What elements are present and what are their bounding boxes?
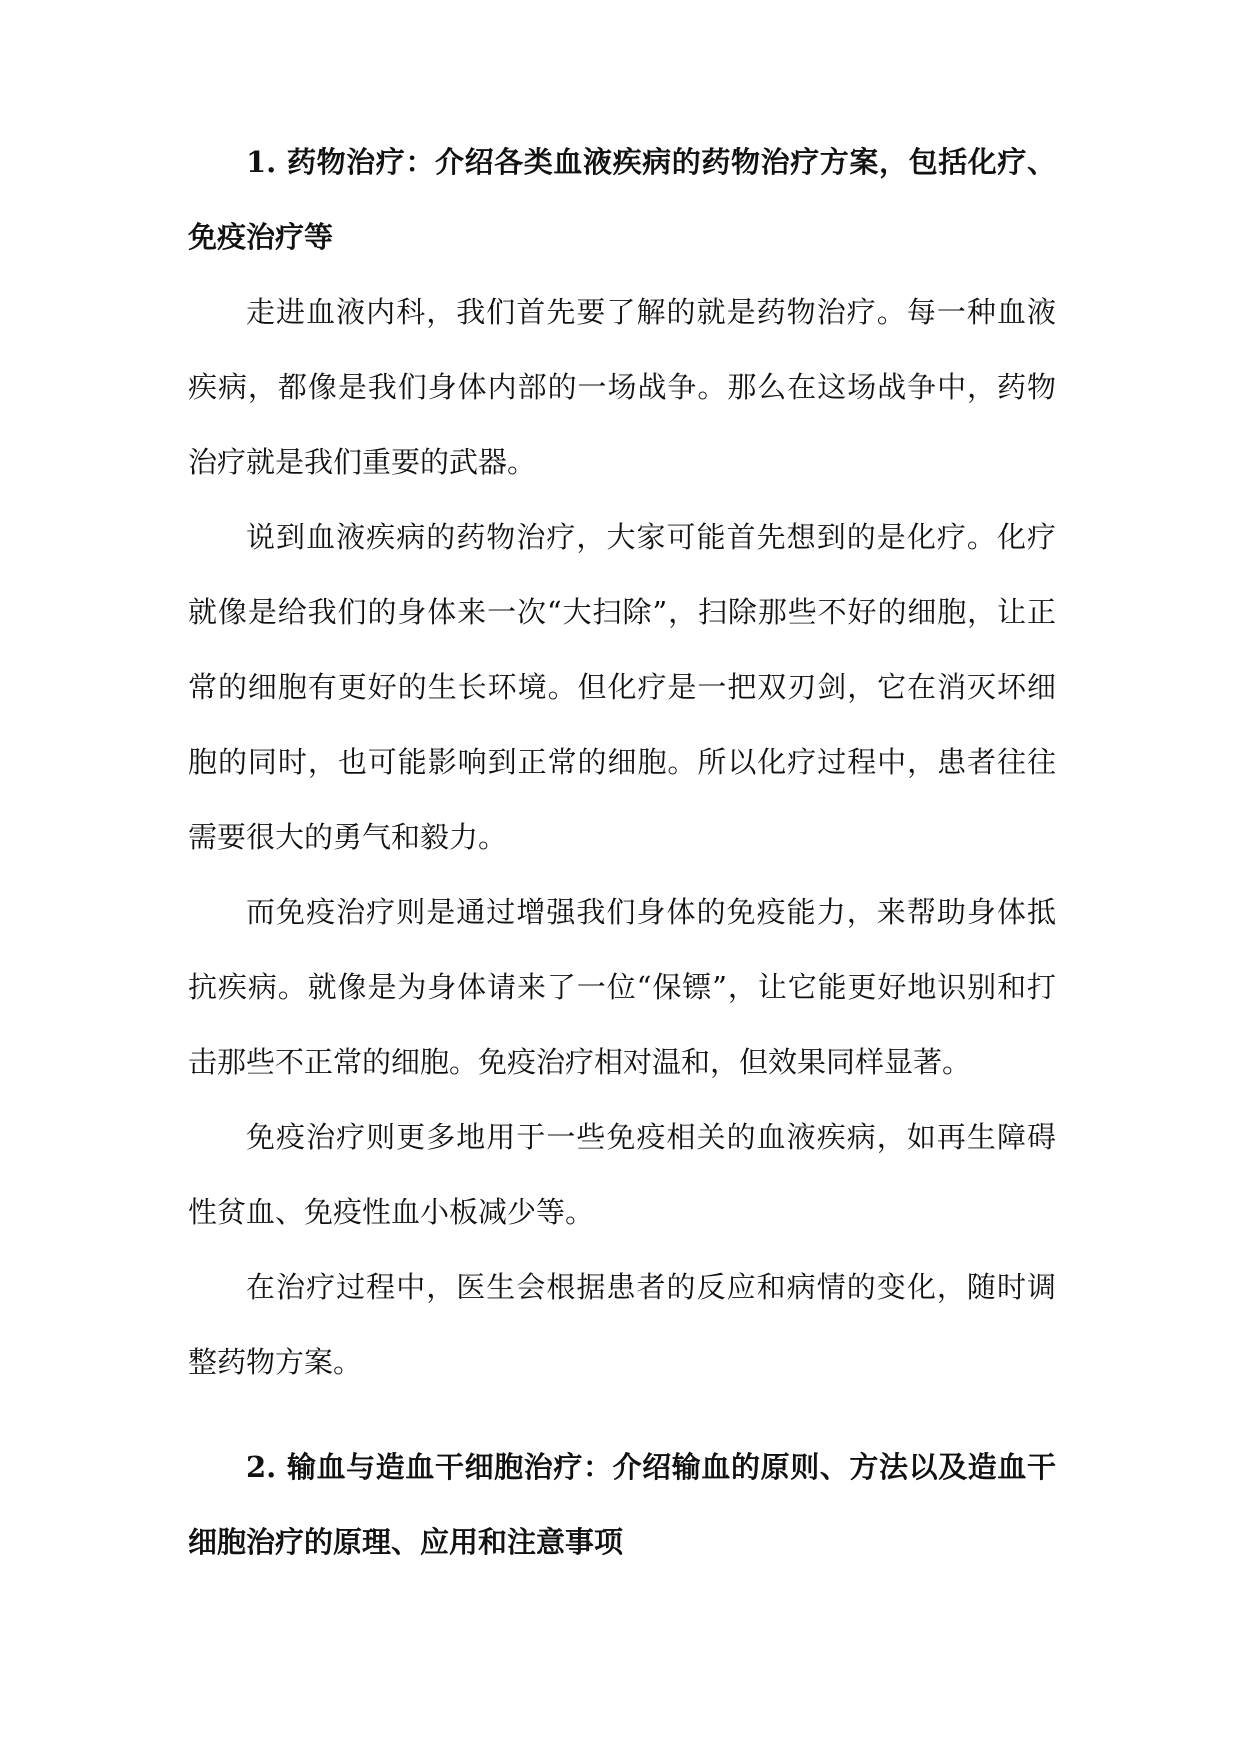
section-1-heading: 1. 药物治疗：介绍各类血液疾病的药物治疗方案，包括化疗、免疫治疗等 — [188, 145, 1056, 254]
section-spacer — [188, 1400, 1056, 1430]
section-1-paragraph-1: 走进血液内科，我们首先要了解的就是药物治疗。每一种血液疾病，都像是我们身体内部的一场战争。那么在这场战争中，药物治疗就是我们重要的武器。 — [188, 295, 1056, 479]
section-1-paragraph-3: 而免疫治疗则是通过增强我们身体的免疫能力，来帮助身体抵抗疾病。就像是为身体请来了一位“保镖”，让它能更好地识别和打击那些不正常的细胞。免疫治疗相对温和，但效果同样显著。 — [188, 895, 1056, 1079]
section-1-paragraph-2: 说到血液疾病的药物治疗，大家可能首先想到的是化疗。化疗就像是给我们的身体来一次“大扫除”，扫除那些不好的细胞，让正常的细胞有更好的生长环境。但化疗是一把双刃剑，它在消灭坏细胞的同时，也可能影响到正常的细胞。所以化疗过程中，患者往往需要很大的勇气和毅力。 — [188, 520, 1056, 854]
document-page — [188, 125, 1056, 1580]
section-2-heading: 2. 输血与造血干细胞治疗：介绍输血的原则、方法以及造血干细胞治疗的原理、应用和注意事项 — [188, 1450, 1056, 1559]
section-1-paragraph-5: 在治疗过程中，医生会根据患者的反应和病情的变化，随时调整药物方案。 — [188, 1270, 1056, 1379]
section-1-paragraph-4: 免疫治疗则更多地用于一些免疫相关的血液疾病，如再生障碍性贫血、免疫性血小板减少等。 — [188, 1120, 1056, 1229]
